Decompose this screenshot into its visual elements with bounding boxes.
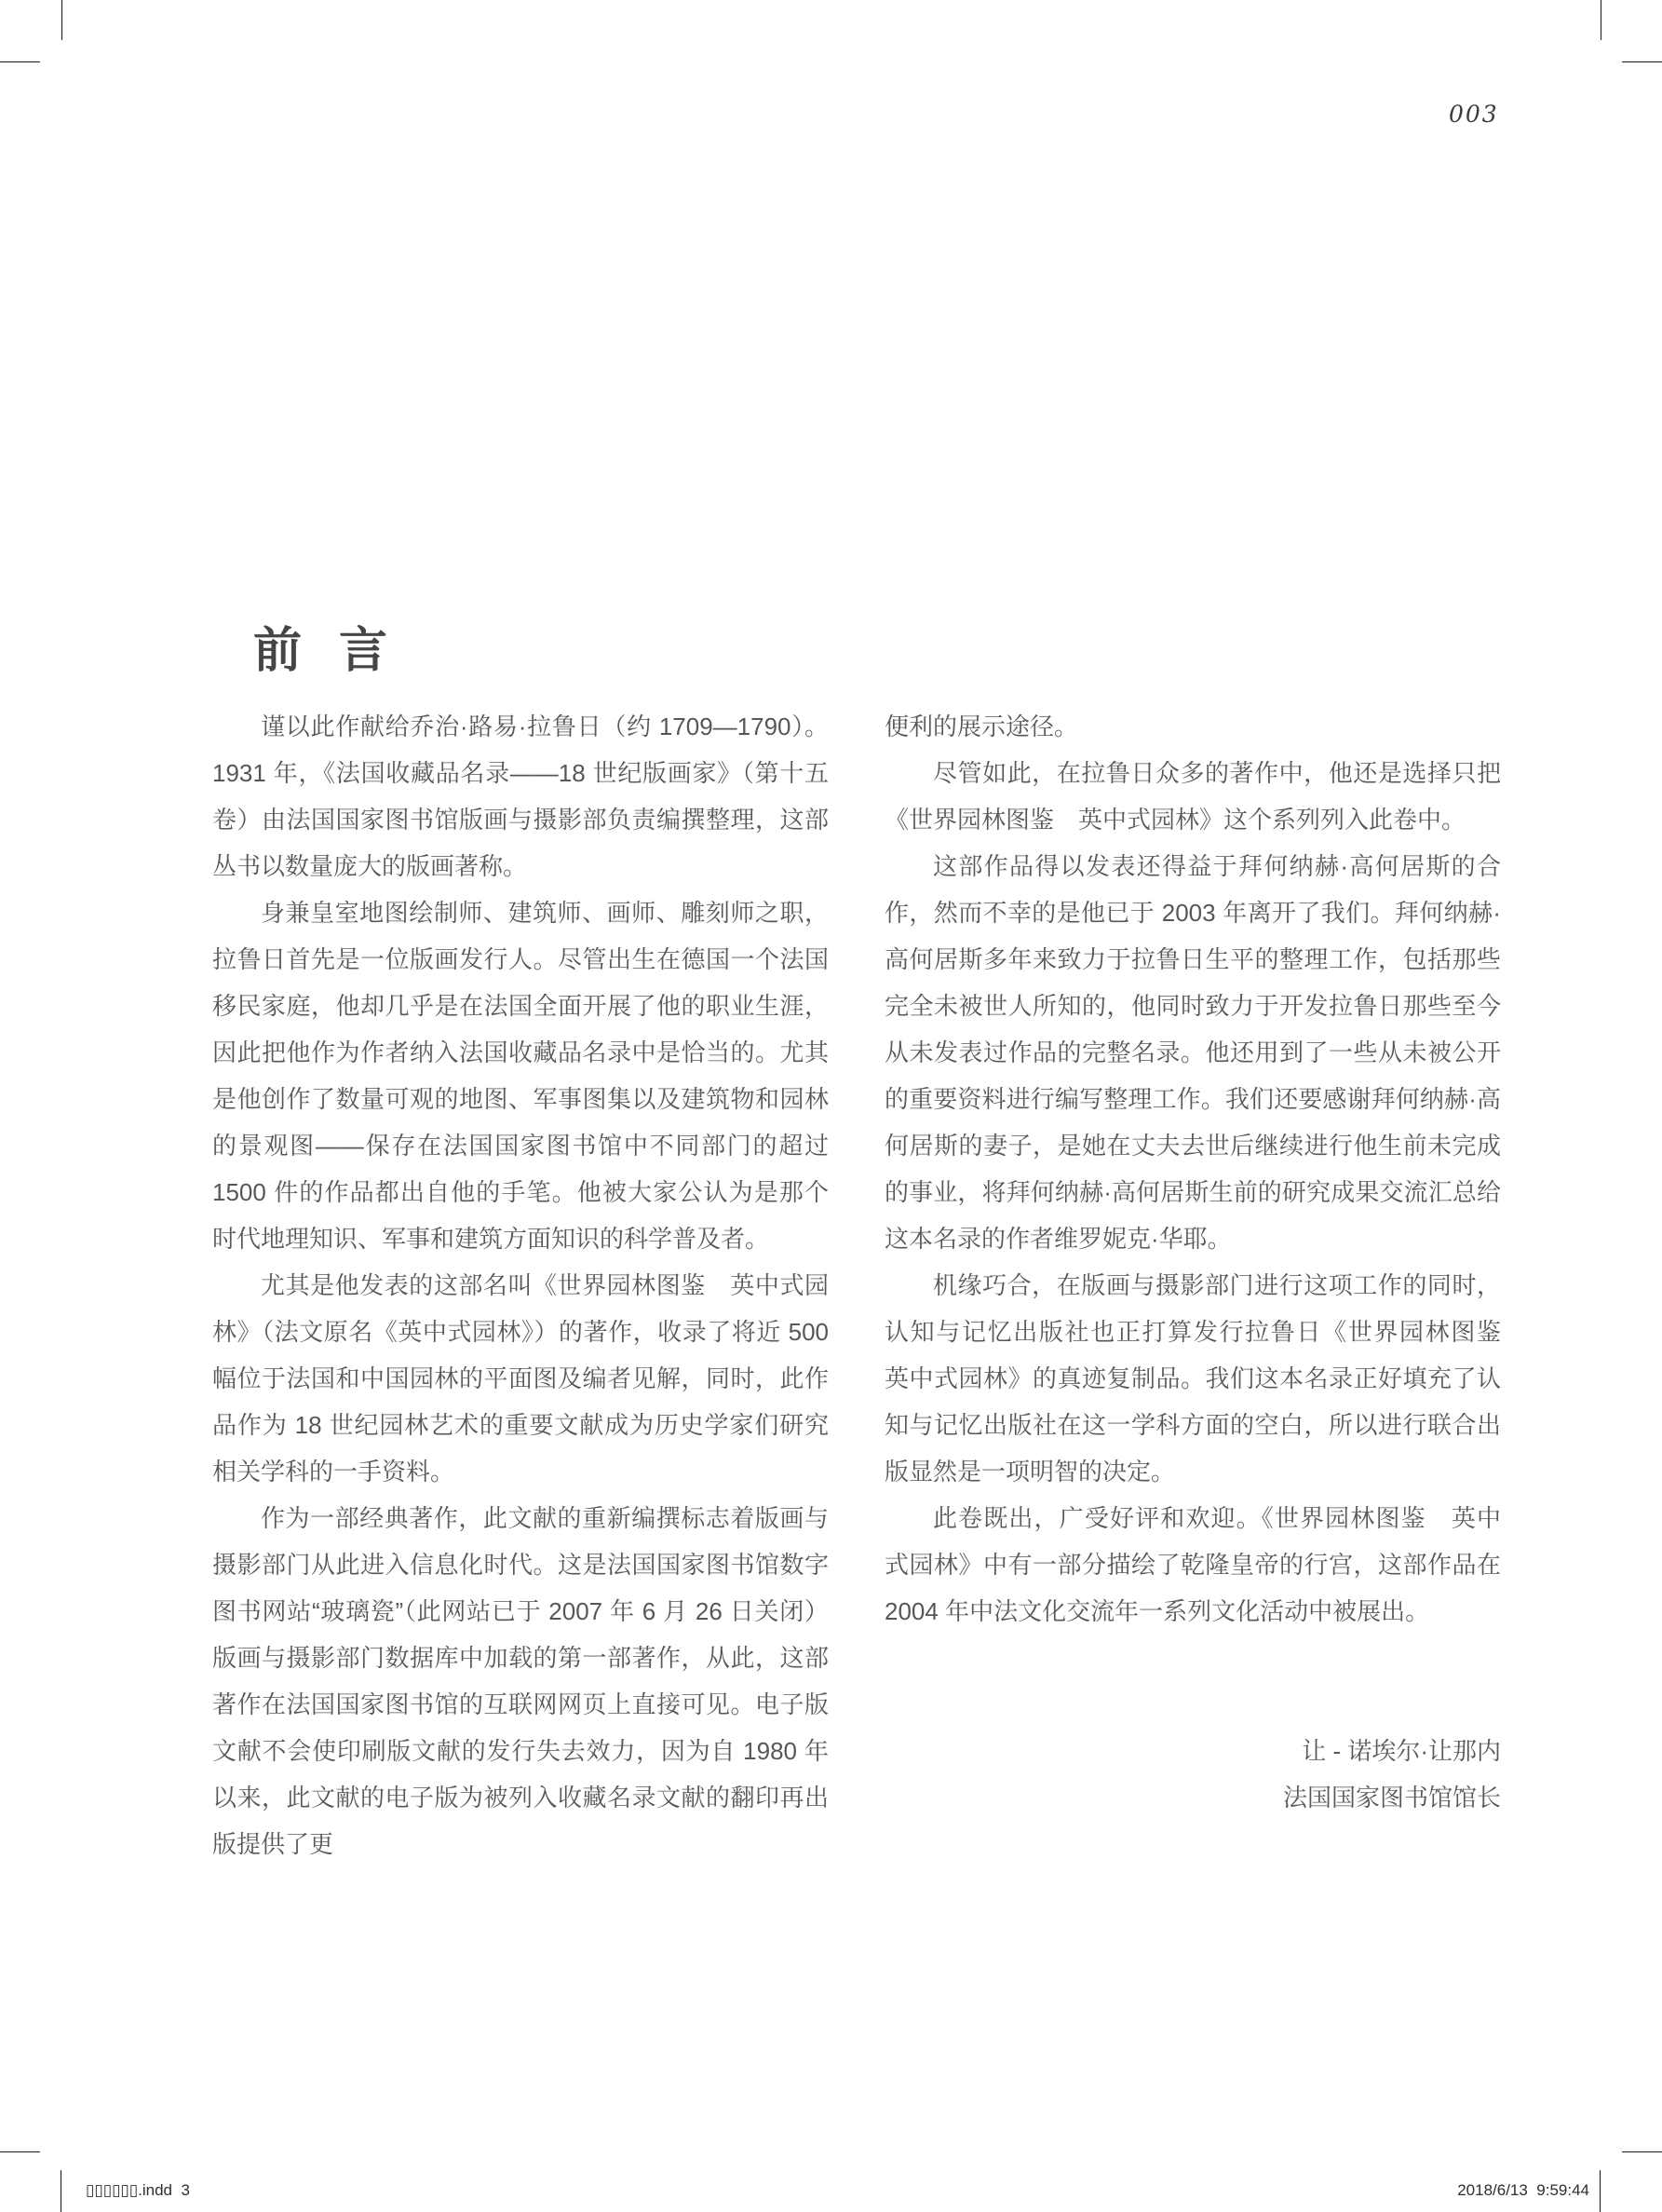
footer-filename: ▯▯▯▯▯▯.indd 3: [86, 2181, 190, 2199]
crop-mark-top-left-horizontal: [0, 61, 40, 62]
paragraph: 尽管如此，在拉鲁日众多的著作中，他还是选择只把《世界园林图鉴 英中式园林》这个系列列入此卷中。: [885, 759, 1501, 834]
signature-name: 让 - 诺埃尔·让那内: [1302, 1737, 1501, 1765]
crop-mark-top-right-horizontal: [1622, 61, 1662, 62]
crop-mark-bottom-left-horizontal: [0, 2151, 40, 2152]
paragraph: 这部作品得以发表还得益于拜何纳赫·高何居斯的合作，然而不幸的是他已于 2003 年离开了我们。拜何纳赫·高何居斯多年来致力于拉鲁日生平的整理工作，包括那些完全未被世人所知的，他同时致力于开发拉鲁日那些至今从未发表过作品的完整名录。他还用到了一些从未被公开的重要资料进行编写整理工作。我们还要感谢拜何纳赫·高何居斯的妻子，是她在丈夫去世后继续进行他生前未完成的事业，将拜何纳赫·高何居斯生前的研究成果交流汇总给这本名录的作者维罗妮克·华耶。: [885, 852, 1501, 1253]
paragraph: 身兼皇室地图绘制师、建筑师、画师、雕刻师之职，拉鲁日首先是一位版画发行人。尽管出生在德国一个法国移民家庭，他却几乎是在法国全面开展了他的职业生涯，因此把他作为作者纳入法国收藏品名录中是恰当的。尤其是他创作了数量可观的地图、军事图集以及建筑物和园林的景观图——保存在法国国家图书馆中不同部门的超过 1500 件的作品都出自他的手笔。他被大家公认为是那个时代地理知识、军事和建筑方面知识的科学普及者。: [212, 899, 829, 1253]
signature-block: [885, 1728, 1501, 1821]
page-number: 003: [1449, 101, 1499, 128]
paragraph: 机缘巧合，在版画与摄影部门进行这项工作的同时，认知与记忆出版社也正打算发行拉鲁日《世界园林图鉴 英中式园林》的真迹复制品。我们这本名录正好填充了认知与记忆出版社在这一学科方面的空白，所以进行联合出版显然是一项明智的决定。: [885, 1271, 1526, 1486]
crop-mark-top-left-vertical: [61, 0, 62, 40]
paragraph: 谨以此作献给乔治·路易·拉鲁日（约 1709—1790）。1931 年，《法国收藏品名录——18 世纪版画家》（第十五卷）由法国国家图书馆版画与摄影部负责编撰整理，这部丛书以数量庞大的版画著称。: [212, 712, 829, 880]
page-title: 前言: [253, 623, 426, 678]
signature-role: 法国国家图书馆馆长: [1282, 1784, 1501, 1812]
crop-mark-bottom-right-vertical: [1600, 2170, 1601, 2212]
crop-mark-bottom-right-horizontal: [1622, 2151, 1662, 2152]
paragraph: 此卷既出，广受好评和欢迎。《世界园林图鉴 英中式园林》中有一部分描绘了乾隆皇帝的行宫，这部作品在 2004 年中法文化交流年一系列文化活动中被展出。: [885, 1504, 1501, 1625]
paragraph-continuation: 便利的展示途径。: [885, 712, 1079, 740]
paragraph: 作为一部经典著作，此文献的重新编撰标志着版画与摄影部门从此进入信息化时代。这是法国国家图书馆数字图书网站“玻璃瓷”（此网站已于 2007 年 6 月 26 日关闭）版画与摄影部门数据库中加载的第一部著作，从此，这部著作在法国国家图书馆的互联网网页上直接可见。电子版文献不会使印刷版文献的发行失去效力，因为自 1980 年以来，此文献的电子版为被列入收藏名录文献的翻印再出版提供了更: [212, 1504, 829, 1858]
footer-timestamp: 2018/6/13 9:59:44: [1457, 2181, 1589, 2199]
paragraph: 尤其是他发表的这部名叫《世界园林图鉴 英中式园林》（法文原名《英中式园林》）的著作，收录了将近 500 幅位于法国和中国园林的平面图及编者见解，同时，此作品作为 18 世纪园林艺术的重要文献成为历史学家们研究相关学科的一手资料。: [212, 1271, 829, 1486]
text-column-right: [885, 703, 1526, 1821]
text-column-left: [212, 703, 829, 1867]
